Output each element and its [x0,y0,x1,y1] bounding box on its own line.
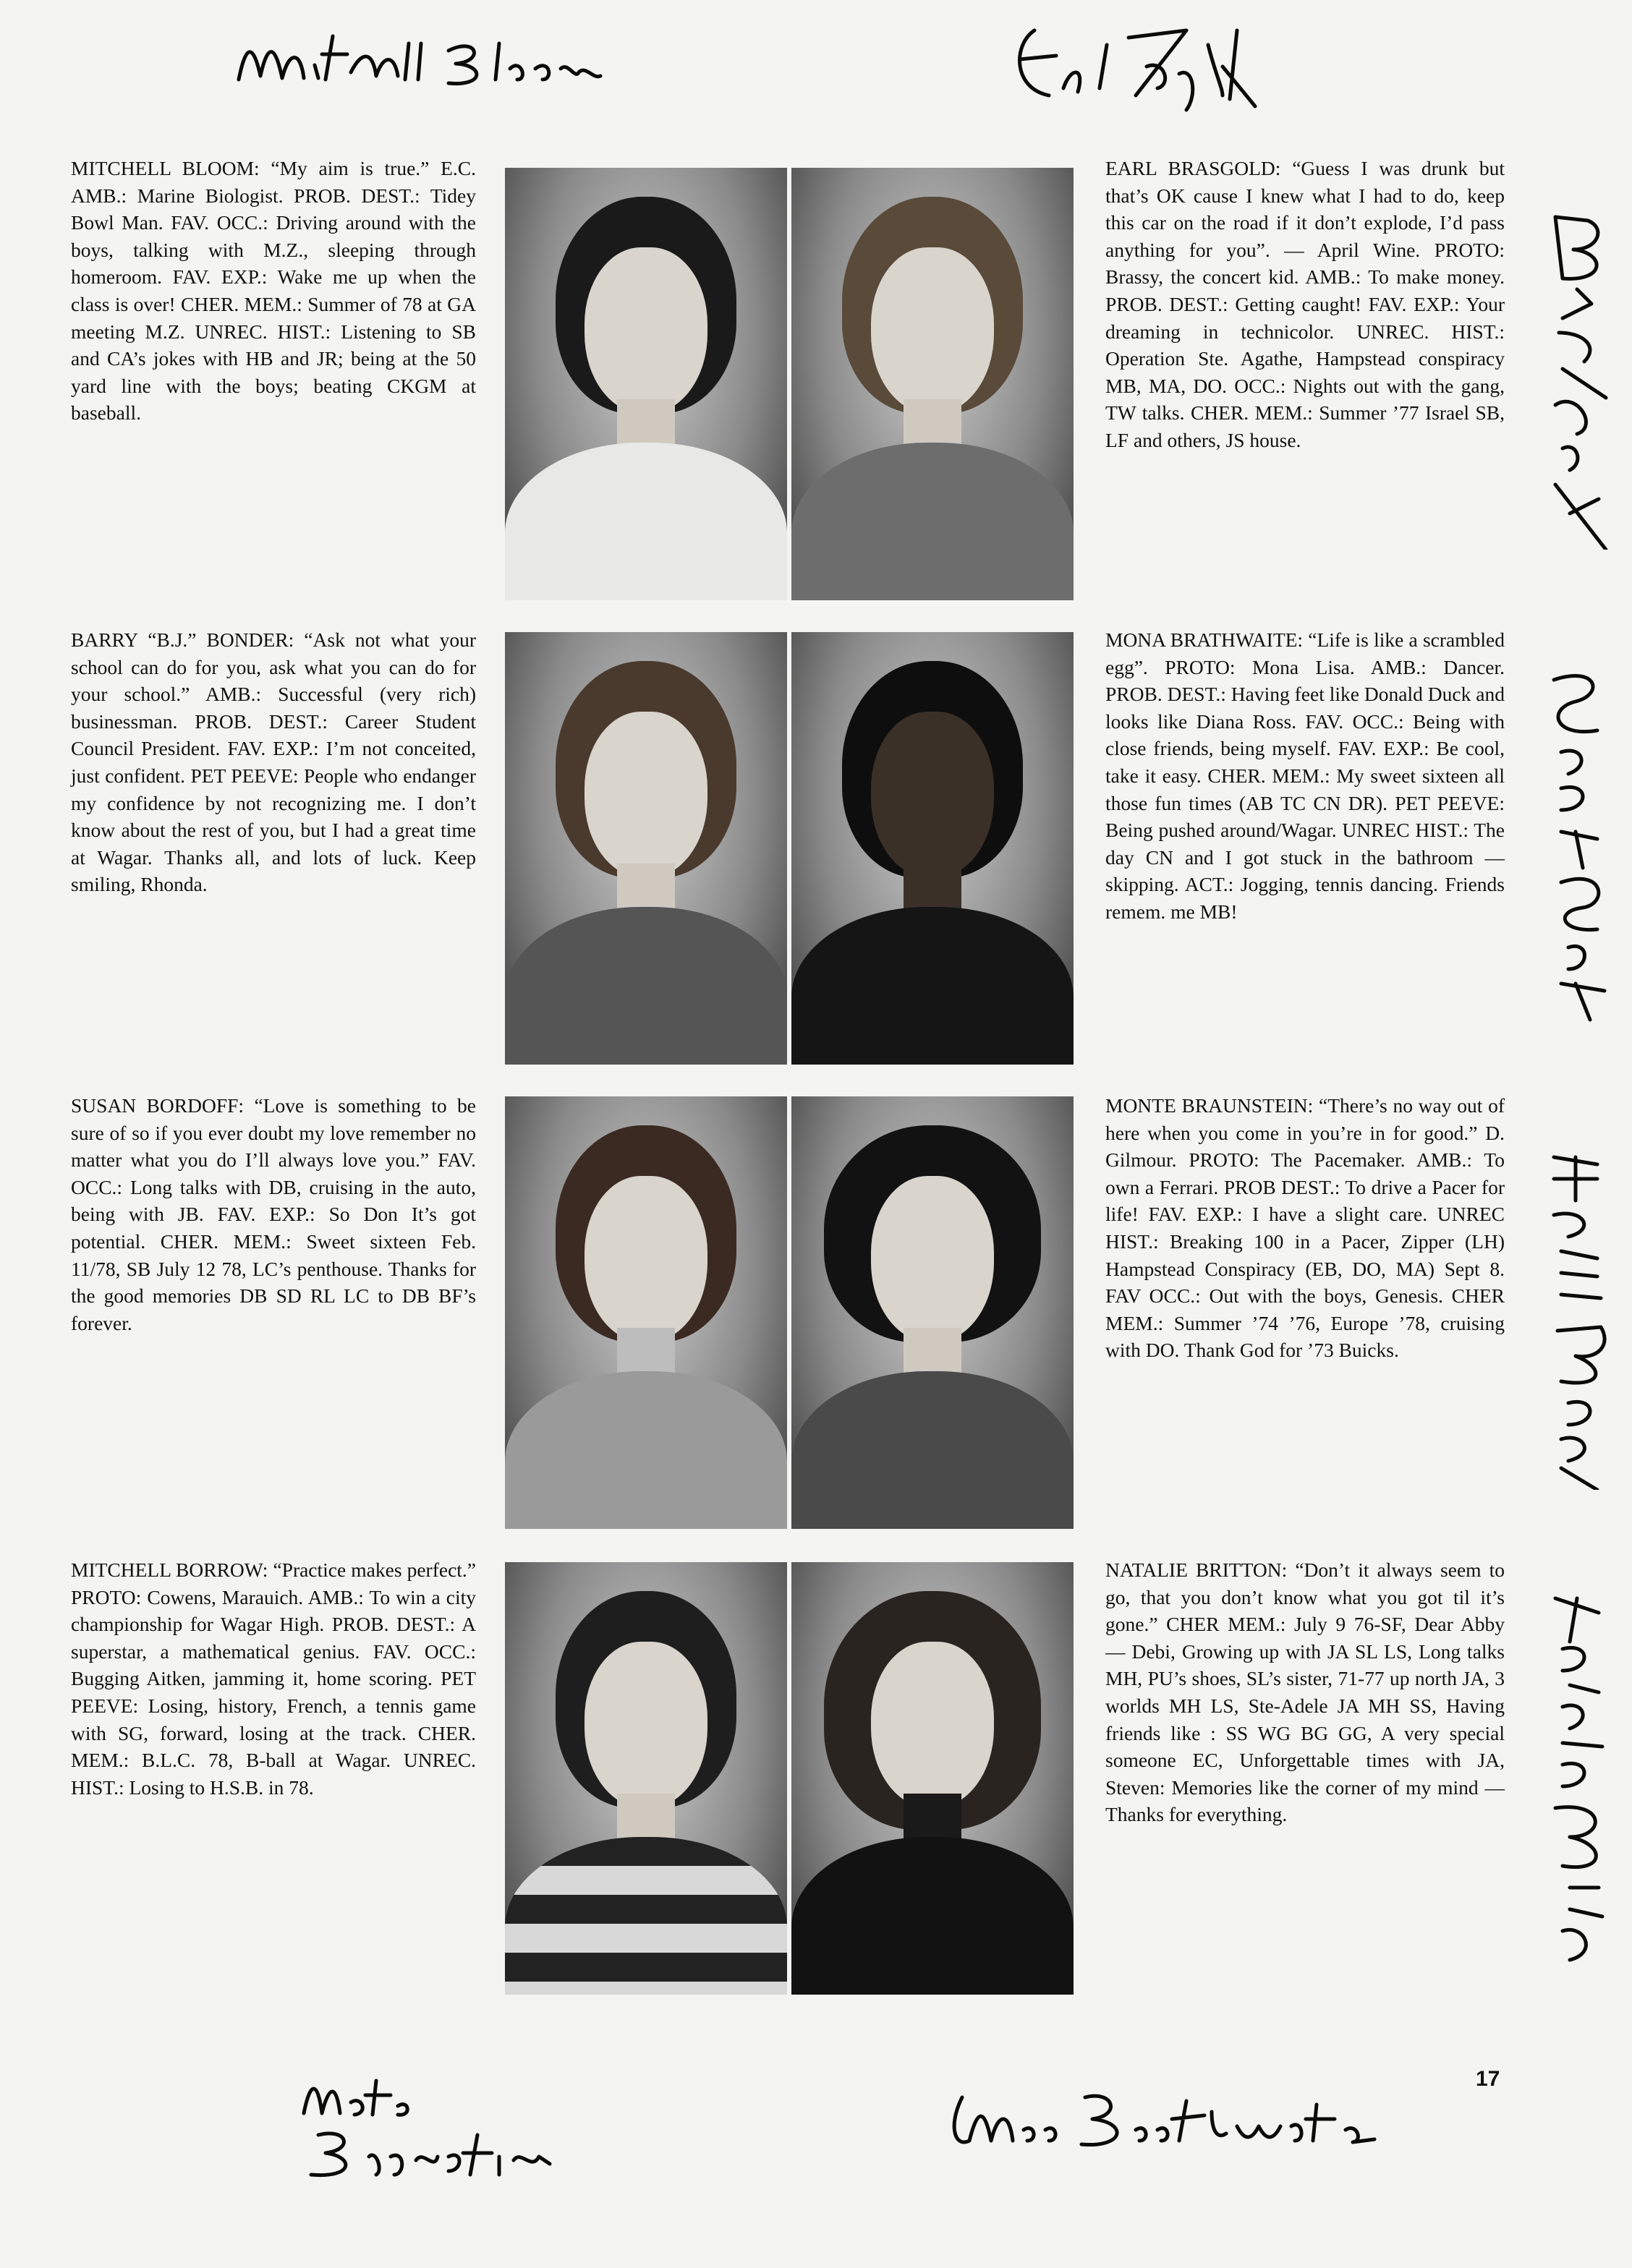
bio-monte-braunstein: MONTE BRAUNSTEIN: “There’s no way out of here when you come in you’re in for good.” D. Gilmour. PROTO: The Pacemaker. AMB.: To own a Ferrari. PROB DEST.: To drive a Pacer for life! FAV. EXP.: I have a slight care. UNREC HIST.: Breaking 100 in a Pacer, Zipper (LH) Hampstead Conspiracy (EB, DO, MA) Sept 8. FAV OCC.: Out with the boys, Genesis. CHER MEM.: Summer ’74 ’76, Europe ’78, cruising with DO. Thank God for ’73 Buicks. [1105,1094,1505,1362]
bio-earl-brasgold: EARL BRASGOLD: “Guess I was drunk but that’s OK cause I knew what I had to do, keep this car on the road if it don’t explode, I’d pass anything for you”. — April Wine. PROTO: Brassy, the concert kid. AMB.: To make money. PROB. DEST.: Getting caught! FAV. EXP.: Your dreaming in technicolor. UNREC. HIST.: Operation Ste. Agathe, Hampstead conspiracy MB, MA, DO. OCC.: Nights out with the gang, TW talks. CHER. MEM.: Summer ’77 Israel SB, LF and others, JS house. [1105,157,1505,451]
signature-earl-brasgold [1006,16,1266,124]
photo-barry-bonder [505,632,787,1065]
signature-mitchell-bloom [231,22,608,101]
bio-natalie-britton: NATALIE BRITTON: “Don’t it always seem to go, that you don’t know what you got til it’s gone.” CHER MEM.: July 9 76-SF, Dear Abby — Debi, Growing up with JA SL LS, Long talks MH, PU’s shoes, SL’s sister, 71-77 up north JA, 3 worlds MH LS, Ste-Adele JA MH SS, Having friends like : SS WG BG GG, A very special someone EC, Unforgettable times with JA, Steven: Memories like the corner of my mind — Thanks for everything. [1105,1559,1505,1826]
bio-mona-brathwaite: MONA BRATHWAITE: “Life is like a scrambled egg”. PROTO: Mona Lisa. AMB.: Dancer. PROB. DEST.: Having feet like Donald Duck and looks like Diana Ross. FAV. OCC.: Being with close friends, being myself. FAV. EXP.: Be cool, take it easy. CHER. MEM.: My sweet sixteen all those fun times (AB TC CN DR). PET PEEVE: Being pushed around/Wagar. UNREC HIST.: The day CN and I got stuck in the bathroom — skipping. ACT.: Jogging, tennis dancing. Friends remem. me MB! [1105,628,1505,923]
signature-natalie-britton [1541,1591,1613,1967]
bio-mitchell-borrow: MITCHELL BORROW: “Practice makes perfect.” PROTO: Cowens, Marauich. AMB.: To win a city championship for Wagar High. PROB. DEST.: A superstar, a mathematical genius. FAV. OCC.: Bugging Aitken, jamming it, home scoring. PET PEEVE: Losing, history, French, a tennis game with SG, forward, losing at the track. CHER. MEM.: B.L.C. 78, B-ball at Wagar. UNREC. HIST.: Losing to H.S.B. in 78. [71,1559,476,1799]
bio-susan-bordoff: SUSAN BORDOFF: “Love is something to be sure of so if you ever doubt my love remember no matter what you do I’ll always love you.” FAV. OCC.: Long talks with DB, cruising in the auto, being with JB. FAV. EXP.: So Don It’s got potential. CHER. MEM.: Sweet sixteen Feb. 11/78, SB July 12 78, LC’s penthouse. Thanks for the good memories DB SD RL LC to DB BF’s forever. [71,1094,476,1334]
page-number: 17 [1476,2067,1500,2091]
photo-mona-brathwaite [791,632,1074,1065]
photo-natalie-britton [791,1562,1074,1995]
photo-mitchell-bloom [505,168,787,600]
signature-monte-braunstein [289,2070,564,2186]
bio-barry-bonder: BARRY “B.J.” BONDER: “Ask not what your school can do for you, ask what you can do for your school.” AMB.: Successful (very rich) businessman. PROB. DEST.: Career Student Council President. FAV. EXP.: I’m not conceited, just confident. PET PEEVE: People who endanger my confidence by not recognizing me. I don’t know about the rest of you, but I had a great time at Wagar. Thanks all, and lots of luck. Keep smiling, Rhonda. [71,628,476,896]
photo-earl-brasgold [791,168,1074,600]
signature-mona-brathwaite [940,2083,1403,2162]
signature-susan-bordoff [1539,665,1612,1027]
photo-monte-braunstein [791,1096,1074,1529]
signature-mitchell-borrow [1539,1150,1612,1490]
photo-mitchell-borrow [505,1562,787,1995]
bio-mitchell-bloom: MITCHELL BLOOM: “My aim is true.” E.C. AMB.: Marine Biologist. PROB. DEST.: Tidey Bowl Man. FAV. OCC.: Driving around with the boys, talking with M.Z., sleeping through homeroom. FAV. EXP.: Wake me up when the class is over! CHER. MEM.: Summer of 78 at GA meeting M.Z. UNREC. HIST.: Listening to SB and CA’s jokes with HB and JR; being at the 50 yard line with the boys; beating CKGM at baseball. [71,157,476,425]
photo-susan-bordoff [505,1096,787,1529]
signature-bj-bonder [1534,210,1613,550]
